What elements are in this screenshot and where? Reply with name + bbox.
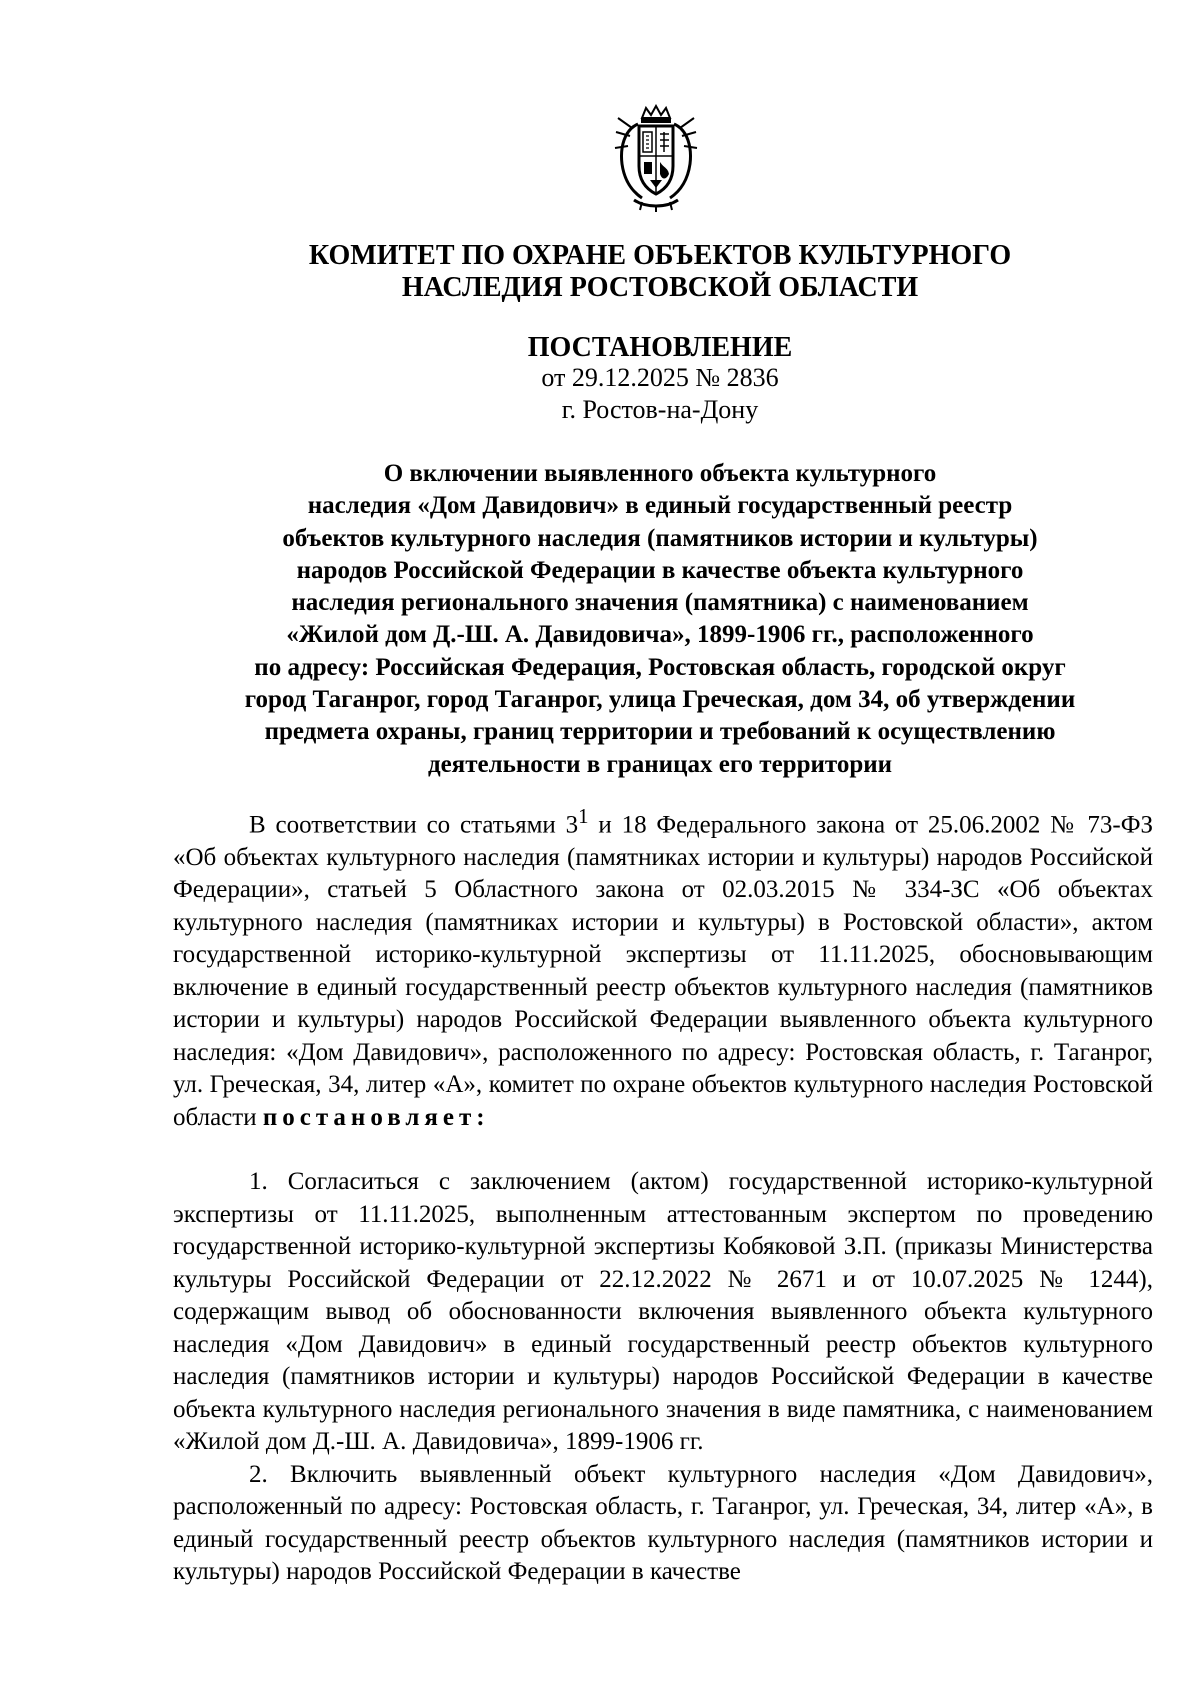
preamble-paragraph xyxy=(173,800,1153,1134)
decree-item-2: 2. Включить выявленный объект культурного наследия «Дом Давидович», расположенный по адресу: Ростовская область, г. Таганрог, ул. Греческая, 34, литер «А», в единый государственный реестр объектов культурного наследия (памятников истории и культуры) народов Российской Федерации в качестве xyxy=(173,1460,1153,1586)
preamble-text-main: и 18 Федерального закона от 25.06.2002 № 73-ФЗ «Об объектах культурного наследия (памятниках истории и культуры) народов Российской Федерации», статьей 5 Областного закона от 02.03.2015 № 334-ЗС «Об объектах культурного наследия (памятниках истории и культуры) в Ростовской области», актом государственной историко-культурной экспертизы от 11.11.2025, обосновывающим включение в единый государственный реестр объектов культурного наследия (памятников истории и культуры) народов Российской Федерации выявленного объекта культурного наследия: «Дом Давидович», расположенного по адресу: Ростовская область, г. Таганрог, ул. Греческая, 34, литер «А», комитет по охране объектов культурного наследия Ростовской области xyxy=(173,811,1153,1131)
title-line: наследия «Дом Давидович» в единый государственный реестр xyxy=(307,492,1013,520)
title-line: по адресу: Российская Федерация, Ростовская область, городской округ xyxy=(254,653,1066,681)
document-body xyxy=(173,800,1153,1589)
committee-name-line: КОМИТЕТ ПО ОХРАНЕ ОБЪЕКТОВ КУЛЬТУРНОГО xyxy=(308,240,1012,271)
document-title xyxy=(0,458,1200,781)
document-city: г. Ростов-на-Дону xyxy=(561,395,759,424)
title-line: «Жилой дом Д.-Ш. А. Давидовича», 1899-1906 гг., расположенного xyxy=(286,621,1034,649)
title-line: наследия регионального значения (памятника) с наименованием xyxy=(291,589,1029,617)
committee-name xyxy=(0,240,1200,304)
article-superscript: 1 xyxy=(578,804,589,828)
document-date-number: от 29.12.2025 № 2836 xyxy=(541,363,779,392)
title-line: город Таганрог, город Таганрог, улица Греческая, дом 34, об утверждении xyxy=(244,686,1076,714)
title-line: деятельности в границах его территории xyxy=(427,750,893,778)
preamble-text-start: В соответствии со статьями 3 xyxy=(249,811,579,839)
coat-of-arms-icon xyxy=(612,104,700,214)
title-line: О включении выявленного объекта культурного xyxy=(383,460,937,487)
decree-item-1: 1. Согласиться с заключением (актом) государственной историко-культурной экспертизы от 11.11.2025, выполненным аттестованным экспертом по проведению государственной историко-культурной экспертизы Кобяковой З.П. (приказы Министерства культуры Российской Федерации от 22.12.2022 № 2671 и от 10.07.2025 № 1244), содержащим вывод об обоснованности включения выявленного объекта культурного наследия «Дом Давидович» в единый государственный реестр объектов культурного наследия (памятников истории и культуры) народов Российской Федерации в качестве объекта культурного наследия регионального значения в виде памятника, с наименованием «Жилой дом Д.-Ш. А. Давидовича», 1899-1906 гг. xyxy=(173,1168,1153,1456)
committee-name-line: НАСЛЕДИЯ РОСТОВСКОЙ ОБЛАСТИ xyxy=(401,272,919,303)
title-line: предмета охраны, границ территории и требований к осуществлению xyxy=(264,718,1056,746)
decree-word: постановляет: xyxy=(262,1103,490,1131)
title-line: народов Российской Федерации в качестве объекта культурного xyxy=(296,556,1024,584)
title-line: объектов культурного наследия (памятников истории и культуры) xyxy=(282,524,1038,552)
document-type: ПОСТАНОВЛЕНИЕ xyxy=(527,332,793,363)
document-meta xyxy=(0,362,1200,426)
